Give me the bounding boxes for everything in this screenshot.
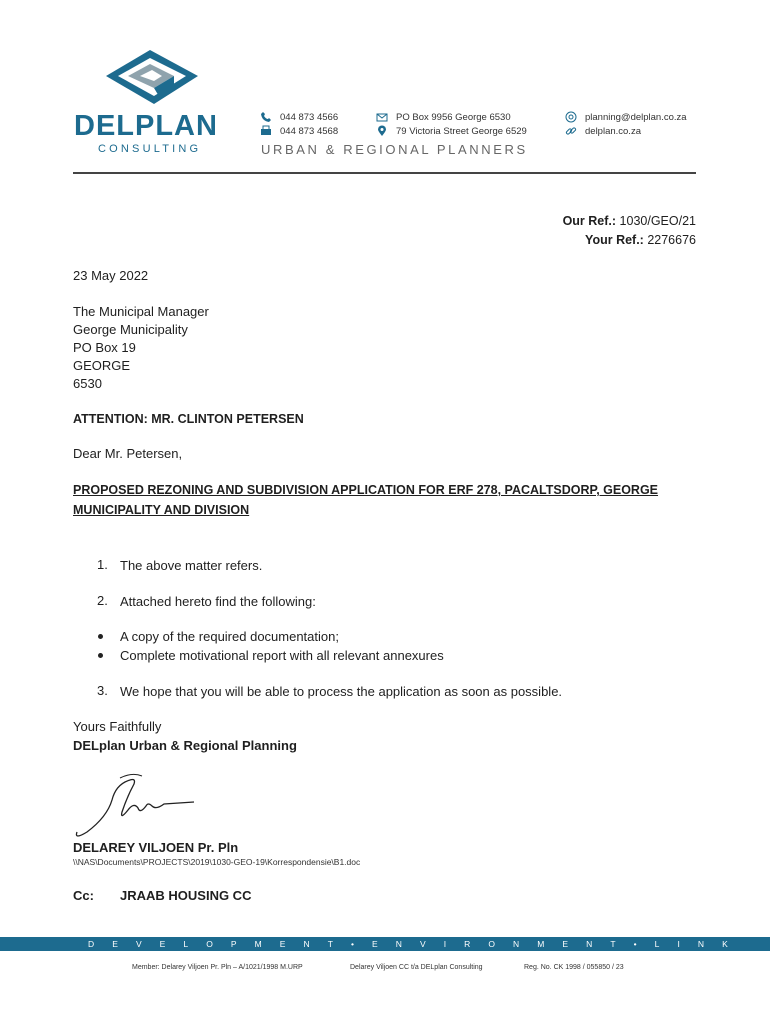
signatory-name: DELAREY VILJOEN Pr. Pln	[73, 840, 239, 855]
contact-website[interactable]	[565, 125, 641, 137]
footer-registration: Reg. No. CK 1998 / 055850 / 23	[524, 964, 624, 971]
item-text-1: The above matter refers.	[120, 558, 263, 573]
website-link[interactable]: delplan.co.za	[585, 125, 641, 137]
contact-fax	[260, 125, 338, 137]
subject-line-1: PROPOSED REZONING AND SUBDIVISION APPLICATION FOR ERF 278, PACALTSDORP, GEORGE	[73, 483, 659, 497]
recipient-line-3: PO Box 19	[73, 340, 136, 355]
footer-slogan-letter: N	[395, 939, 402, 949]
brand-name: DELPLAN	[74, 110, 218, 142]
fax-icon	[260, 125, 272, 137]
footer-slogan-letter: E	[279, 939, 286, 949]
footer-slogan-letter: E	[159, 939, 166, 949]
footer-slogan-letter: N	[303, 939, 310, 949]
fax-number: 044 873 4568	[280, 125, 339, 137]
email-link[interactable]: planning@delplan.co.za	[585, 111, 687, 123]
footer-membership: Member: Delarey Viljoen Pr. Pln – A/1021/1998 M.URP	[132, 964, 303, 971]
brand-subtitle: CONSULTING	[98, 143, 202, 155]
subject-line-2: MUNICIPALITY AND DIVISION	[73, 503, 250, 517]
at-sign-icon	[565, 111, 577, 123]
company-tagline: URBAN & REGIONAL PLANNERS	[261, 142, 528, 157]
po-box-address: PO Box 9956 George 6530	[396, 111, 511, 123]
location-pin-icon	[376, 125, 388, 137]
our-reference	[563, 214, 696, 228]
recipient-line-5: 6530	[73, 376, 102, 391]
footer-band	[0, 937, 770, 951]
recipient-line-2: George Municipality	[73, 322, 188, 337]
closing-phrase: Yours Faithfully	[73, 719, 162, 734]
contact-street	[376, 125, 527, 137]
item-number-2: 2.	[97, 593, 108, 608]
item-text-2: Attached hereto find the following:	[120, 594, 316, 609]
item-text-3: We hope that you will be able to process the application as soon as possible.	[120, 684, 563, 699]
contact-email[interactable]	[565, 111, 687, 123]
your-reference	[585, 233, 696, 247]
footer-slogan-letter: V	[135, 939, 142, 949]
footer-slogan-letter: O	[488, 939, 495, 949]
handwritten-signature	[72, 772, 202, 842]
footer-slogan-letter: N	[697, 939, 705, 949]
footer-slogan-letter: •	[350, 939, 354, 949]
our-ref-label: Our Ref.:	[562, 214, 617, 228]
bullet-icon	[98, 634, 103, 639]
footer-slogan-letter: P	[230, 939, 237, 949]
recipient-line-1: The Municipal Manager	[73, 304, 209, 319]
footer-slogan-letter: O	[206, 939, 213, 949]
envelope-icon	[376, 111, 388, 123]
delplan-logo-icon	[98, 46, 208, 112]
footer-slogan-letter: T	[610, 939, 616, 949]
item-number-3: 3.	[97, 683, 108, 698]
attention-line: ATTENTION: MR. CLINTON PETERSEN	[73, 412, 304, 426]
salutation: Dear Mr. Petersen,	[73, 446, 183, 461]
footer-slogan-letter: R	[464, 939, 471, 949]
link-icon	[565, 125, 577, 137]
our-ref-value: 1030/GEO/21	[619, 214, 696, 228]
footer-slogan-letter: T	[327, 939, 333, 949]
cc-label: Cc:	[73, 888, 94, 903]
footer-slogan-letter: N	[513, 939, 520, 949]
bullet-text-2: Complete motivational report with all relevant annexures	[120, 648, 444, 663]
footer-slogan-letter: L	[183, 939, 189, 949]
footer-slogan-letter: M	[537, 939, 545, 949]
bullet-icon	[98, 653, 103, 658]
footer-slogan-letter: N	[586, 939, 593, 949]
footer-slogan-letter: V	[419, 939, 426, 949]
firm-name: DELplan Urban & Regional Planning	[73, 738, 297, 753]
footer-trading-name: Delarey Viljoen CC t/a DELplan Consulting	[350, 964, 483, 971]
your-ref-value: 2276676	[647, 233, 696, 247]
letter-date: 23 May 2022	[73, 268, 149, 283]
footer-slogan-letter: L	[654, 939, 660, 949]
contact-phone	[260, 111, 338, 123]
footer-slogan-letter: K	[722, 939, 728, 949]
street-address: 79 Victoria Street George 6529	[396, 125, 527, 137]
subject-heading	[73, 480, 698, 520]
footer-slogan-letter: M	[254, 939, 262, 949]
bullet-text-1: A copy of the required documentation;	[120, 629, 339, 644]
contact-po-box	[376, 111, 511, 123]
footer-slogan-letter: E	[562, 939, 569, 949]
cc-recipient: JRAAB HOUSING CC	[120, 888, 252, 903]
phone-icon	[260, 111, 272, 123]
footer-slogan	[88, 937, 728, 951]
recipient-line-4: GEORGE	[73, 358, 131, 373]
footer-slogan-letter: •	[633, 939, 637, 949]
letterhead-divider	[73, 172, 696, 174]
footer-slogan-letter: I	[443, 939, 447, 949]
item-number-1: 1.	[97, 557, 108, 572]
footer-slogan-letter: E	[372, 939, 378, 949]
phone-number: 044 873 4566	[280, 111, 339, 123]
your-ref-label: Your Ref.:	[585, 233, 644, 247]
footer-slogan-letter: I	[677, 939, 680, 949]
footer-slogan-letter: D	[88, 939, 95, 949]
document-file-path: \\NAS\Documents\PROJECTS\2019\1030-GEO-19\Korrespondensie\B1.doc	[73, 857, 361, 867]
footer-slogan-letter: E	[112, 939, 118, 949]
